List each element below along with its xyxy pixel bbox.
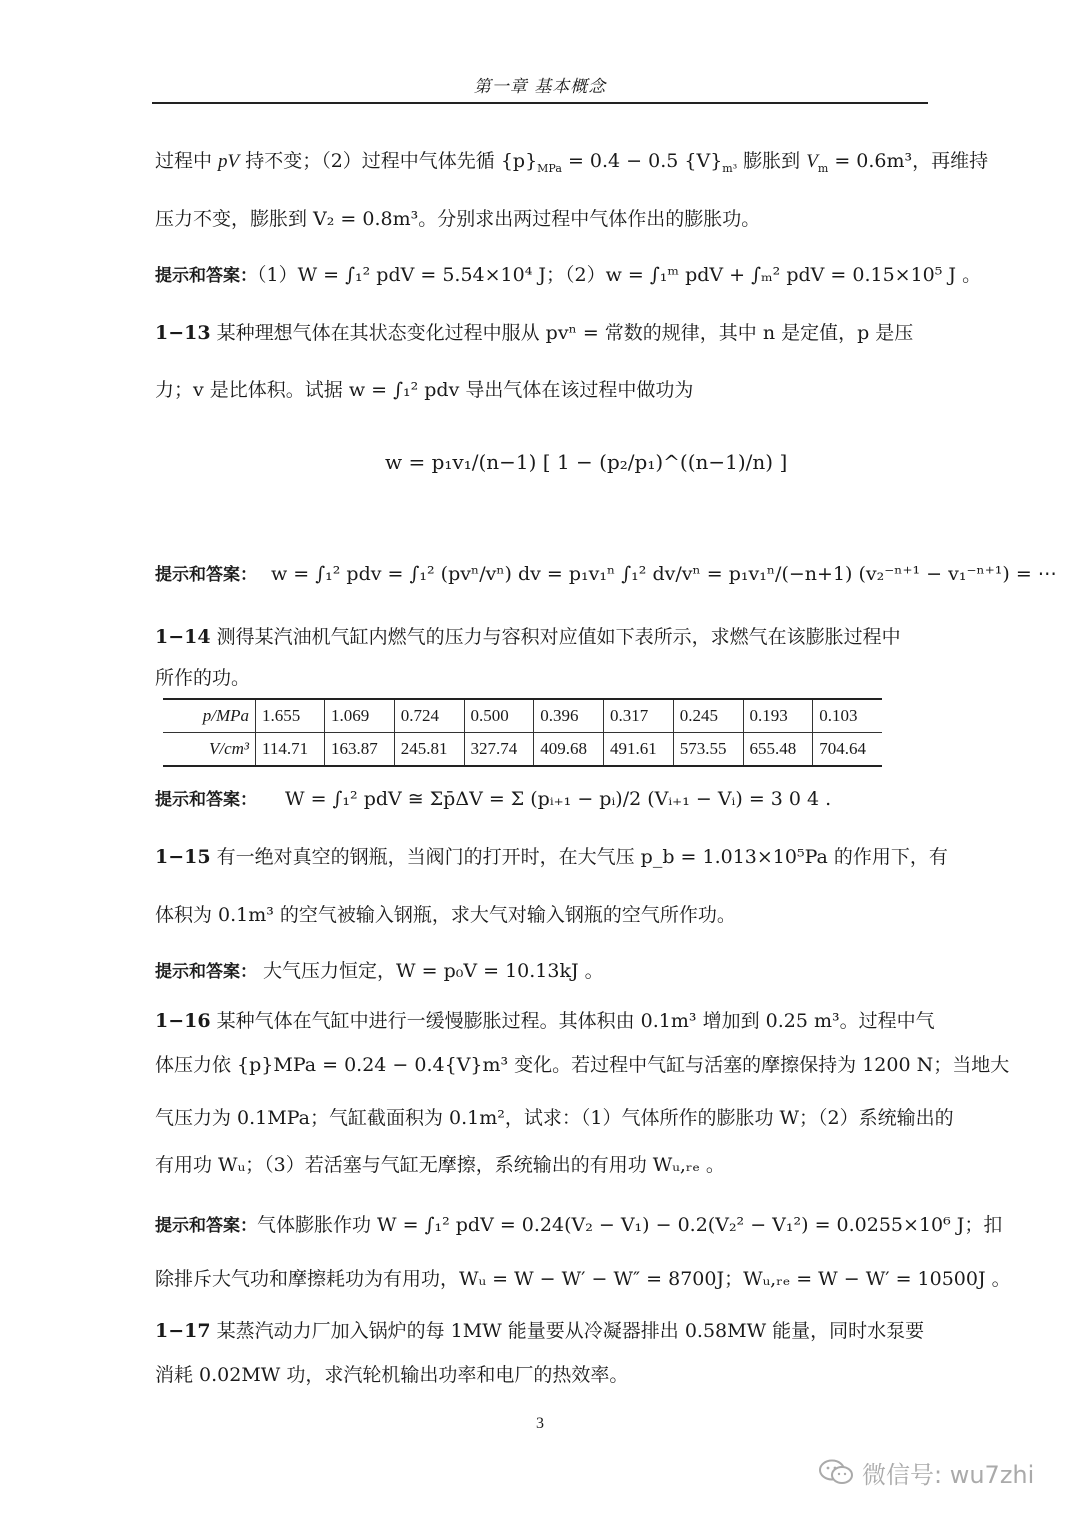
- row-label: V/cm³: [208, 739, 249, 758]
- chapter-header: 第一章 基本概念: [152, 74, 928, 104]
- p16-hint-line2: 除排斥大气功和摩擦耗功为有用功，Wᵤ = W − W′ − W″ = 8700J；Wᵤ,ᵣₑ = W − W′ = 10500J 。: [155, 1268, 1011, 1290]
- p13-line2: 力；v 是比体积。试据 w = ∫₁² pdv 导出气体在该过程中做功为: [155, 379, 694, 401]
- pressure-volume-table: [163, 698, 882, 767]
- p16-hint-line1: 提示和答案：气体膨胀作功 W = ∫₁² pdV = 0.24(V₂ − V₁) − 0.2(V₂² − V₁²) = 0.0255×10⁶ J；扣: [155, 1214, 1003, 1236]
- table-cell: 573.55: [673, 733, 743, 767]
- wechat-icon: [818, 1458, 854, 1486]
- p14-line1: 1−14 测得某汽油机气缸内燃气的压力与容积对应值如下表所示，求燃气在该膨胀过程中: [155, 626, 901, 648]
- p12-line1: 过程中 pV 持不变；（2）过程中气体先循 $\{p\}_{MPa} = 0.4 - 0.5$ $\{V\}_{m^3}$ 膨胀到 $V_m = 0.6m^3$，再维持: [155, 150, 989, 175]
- table-cell: 1.069: [325, 699, 395, 733]
- p15-line2: 体积为 0.1m³ 的空气被输入钢瓶，求大气对输入钢瓶的空气所作功。: [155, 904, 736, 926]
- table-cell: 0.317: [604, 699, 674, 733]
- p16-line4: 有用功 Wᵤ；（3）若活塞与气缸无摩擦，系统输出的有用功 Wᵤ,ᵣₑ 。: [155, 1154, 725, 1176]
- table-cell: 0.245: [673, 699, 743, 733]
- table-cell: 409.68: [534, 733, 604, 767]
- watermark-text: 微信号: wu7zhi: [862, 1460, 1035, 1489]
- table-cell: 1.655: [256, 699, 325, 733]
- table-cell: 704.64: [813, 733, 882, 767]
- table-cell: 0.396: [534, 699, 604, 733]
- table-cell: 491.61: [604, 733, 674, 767]
- p17-line1: 1−17 某蒸汽动力厂加入锅炉的每 1MW 能量要从冷凝器排出 0.58MW 能量，同时水泵要: [155, 1320, 925, 1342]
- p14-hint: 提示和答案： W = ∫₁² pdV ≅ Σp̄ΔV = Σ (pᵢ₊₁ − pᵢ)/2 (Vᵢ₊₁ − Vᵢ) = 3 0 4 .: [155, 788, 832, 810]
- table-row: [163, 733, 882, 767]
- row-label: p/MPa: [163, 699, 256, 733]
- table-cell: 0.724: [394, 699, 464, 733]
- table-cell: 0.193: [743, 699, 813, 733]
- p13-hint: 提示和答案： w = ∫₁² pdv = ∫₁² (pvⁿ/vⁿ) dv = p₁v₁ⁿ ∫₁² dv/vⁿ = p₁v₁ⁿ/(−n+1) (v₂⁻ⁿ⁺¹ − v₁⁻ⁿ⁺¹) = ⋯: [155, 563, 1057, 585]
- table-cell: 0.103: [813, 699, 882, 733]
- page-number: 3: [536, 1415, 544, 1432]
- table-cell: 327.74: [464, 733, 534, 767]
- p16-line1: 1−16 某种气体在气缸中进行一缓慢膨胀过程。其体积由 0.1m³ 增加到 0.25 m³。过程中气: [155, 1010, 935, 1032]
- table-row: [163, 699, 882, 733]
- p16-line2: 体压力依 {p}MPa = 0.24 − 0.4{V}m³ 变化。若过程中气缸与活塞的摩擦保持为 1200 N；当地大: [155, 1054, 1010, 1076]
- p12-hint: 提示和答案：（1）W = ∫₁² pdV = 5.54×10⁴ J；（2）w = ∫₁ᵐ pdV + ∫ₘ² pdV = 0.15×10⁵ J 。: [155, 264, 982, 286]
- p12-line2: 压力不变，膨胀到 V₂ = 0.8m³。分别求出两过程中气体作出的膨胀功。: [155, 208, 761, 230]
- table-cell: 114.71: [256, 733, 325, 767]
- p17-line2: 消耗 0.02MW 功，求汽轮机输出功率和电厂的热效率。: [155, 1364, 629, 1386]
- table-cell: 163.87: [325, 733, 395, 767]
- p13-formula: w = p₁v₁/(n−1) [ 1 − (p₂/p₁)^((n−1)/n) ]: [385, 450, 788, 474]
- p14-line2: 所作的功。: [155, 667, 251, 689]
- table-cell: 655.48: [743, 733, 813, 767]
- p16-line3: 气压力为 0.1MPa；气缸截面积为 0.1m²，试求：（1）气体所作的膨胀功 W；（2）系统输出的: [155, 1107, 954, 1129]
- p15-hint: 提示和答案： 大气压力恒定，W = p₀V = 10.13kJ 。: [155, 960, 604, 982]
- p13-line1: 1−13 某种理想气体在其状态变化过程中服从 pvⁿ = 常数的规律，其中 n 是定值，p 是压: [155, 322, 914, 344]
- table-cell: 245.81: [394, 733, 464, 767]
- table-cell: 0.500: [464, 699, 534, 733]
- p15-line1: 1−15 有一绝对真空的钢瓶，当阀门的打开时，在大气压 p_b = 1.013×10⁵Pa 的作用下，有: [155, 846, 948, 868]
- watermark: [818, 1452, 1034, 1492]
